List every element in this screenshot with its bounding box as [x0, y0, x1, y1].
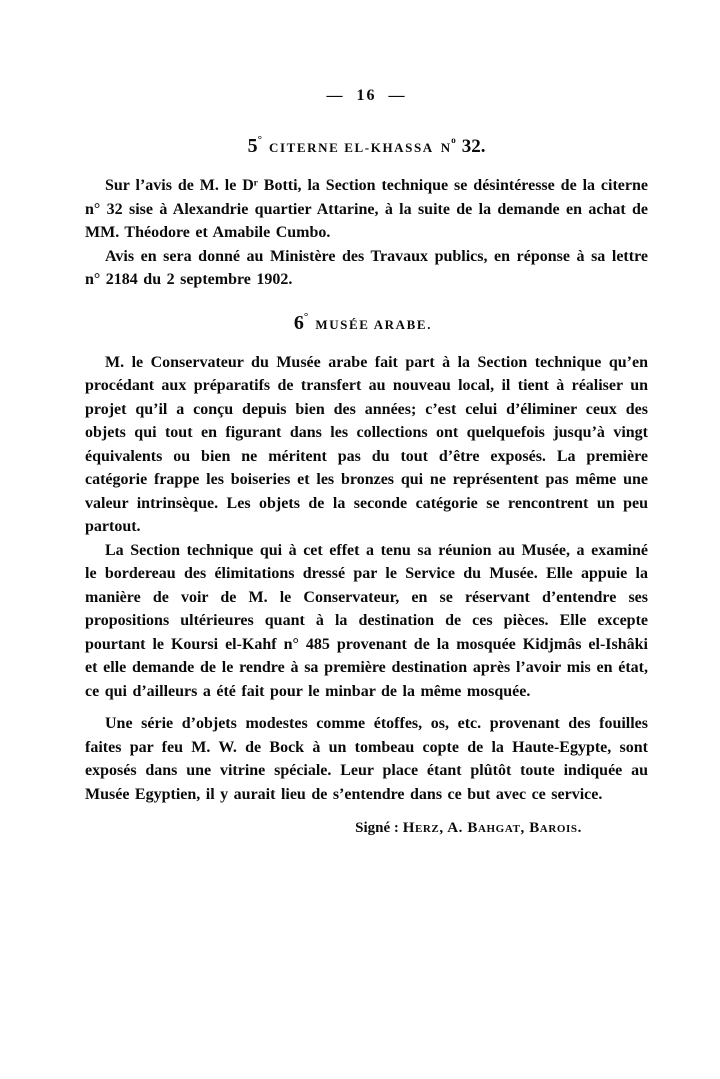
- heading-no-ordinal: o: [451, 135, 456, 145]
- paragraph: Une série d’objets modestes comme étoffes, os, etc. provenant des fouilles faites par feu M. W. de Bock à un tombeau copte de la Haute-Egypte, sont exposés dans une vitrine spéciale. Leur place étant plûtôt toute indiquée au Musée Egyptien, il y aurait lieu de s’entendre dans ce but avec ce service.: [85, 715, 648, 803]
- heading-title: CITERNE EL-KHASSA: [268, 140, 434, 155]
- heading-number: 5: [247, 135, 258, 157]
- heading-no-label: N: [440, 140, 452, 155]
- paragraph: Avis en sera donné au Ministère des Travaux publics, en réponse à sa lettre n° 2184 du 2 septembre 1902.: [85, 247, 648, 288]
- signature-names: Herz, A. Bahgat, Barois.: [402, 820, 582, 836]
- heading-ordinal: °: [257, 134, 262, 146]
- paragraph: M. le Conservateur du Musée arabe fait part à la Section technique qu’en procédant aux préparatifs de transfert au nouveau local, il tient à réaliser un projet qu’il a conçu depuis bien des années; c’est celui d’éliminer ceux des objets qui tout en figurant dans les collections ont quelquefois jusqu’à vingt équivalents ou bien ne méritent pas du tout d’être exposés. La première catégorie frappe les boiseries et les bronzes qui ne représentent pas même une valeur intrinsèque. Les objets de la seconde catégorie se rencontrent un peu partout.: [85, 353, 648, 535]
- signature-label: Signé :: [355, 820, 403, 836]
- heading-title: MUSÉE ARABE.: [315, 316, 433, 332]
- section-heading-musee: [85, 309, 648, 338]
- section-heading-citerne: [85, 132, 648, 161]
- signature-line: [85, 818, 648, 838]
- paragraph: Sur l’avis de M. le Dʳ Botti, la Section technique se désintéresse de la citerne n° 32 sise à Alexandrie quartier Attarine, à la suite de la demande en achat de MM. Théodore et Amabile Cumbo.: [85, 177, 648, 241]
- heading-ordinal: °: [303, 310, 309, 323]
- paragraph: La Section technique qui à cet effet a tenu sa réunion au Musée, a examiné le bordereau des élimitations dressé par le Service du Musée. Elle appuie la manière de voir de M. le Conservateur, en se réservant d’entendre ses propositions ultérieures quant à la destination de ces pièces. Elle excepte pourtant le Koursi el-Kahf n° 485 provenant de la mosquée Kidjmâs el-Ishâki et elle demande de le rendre à sa première destination après l’avoir mis en état, ce qui d’ailleurs a été fait pour le minbar de la même mosquée.: [85, 541, 648, 700]
- page-number: — 16 —: [326, 87, 407, 104]
- heading-number: 6: [293, 311, 304, 334]
- heading-no-value: 32.: [461, 136, 486, 157]
